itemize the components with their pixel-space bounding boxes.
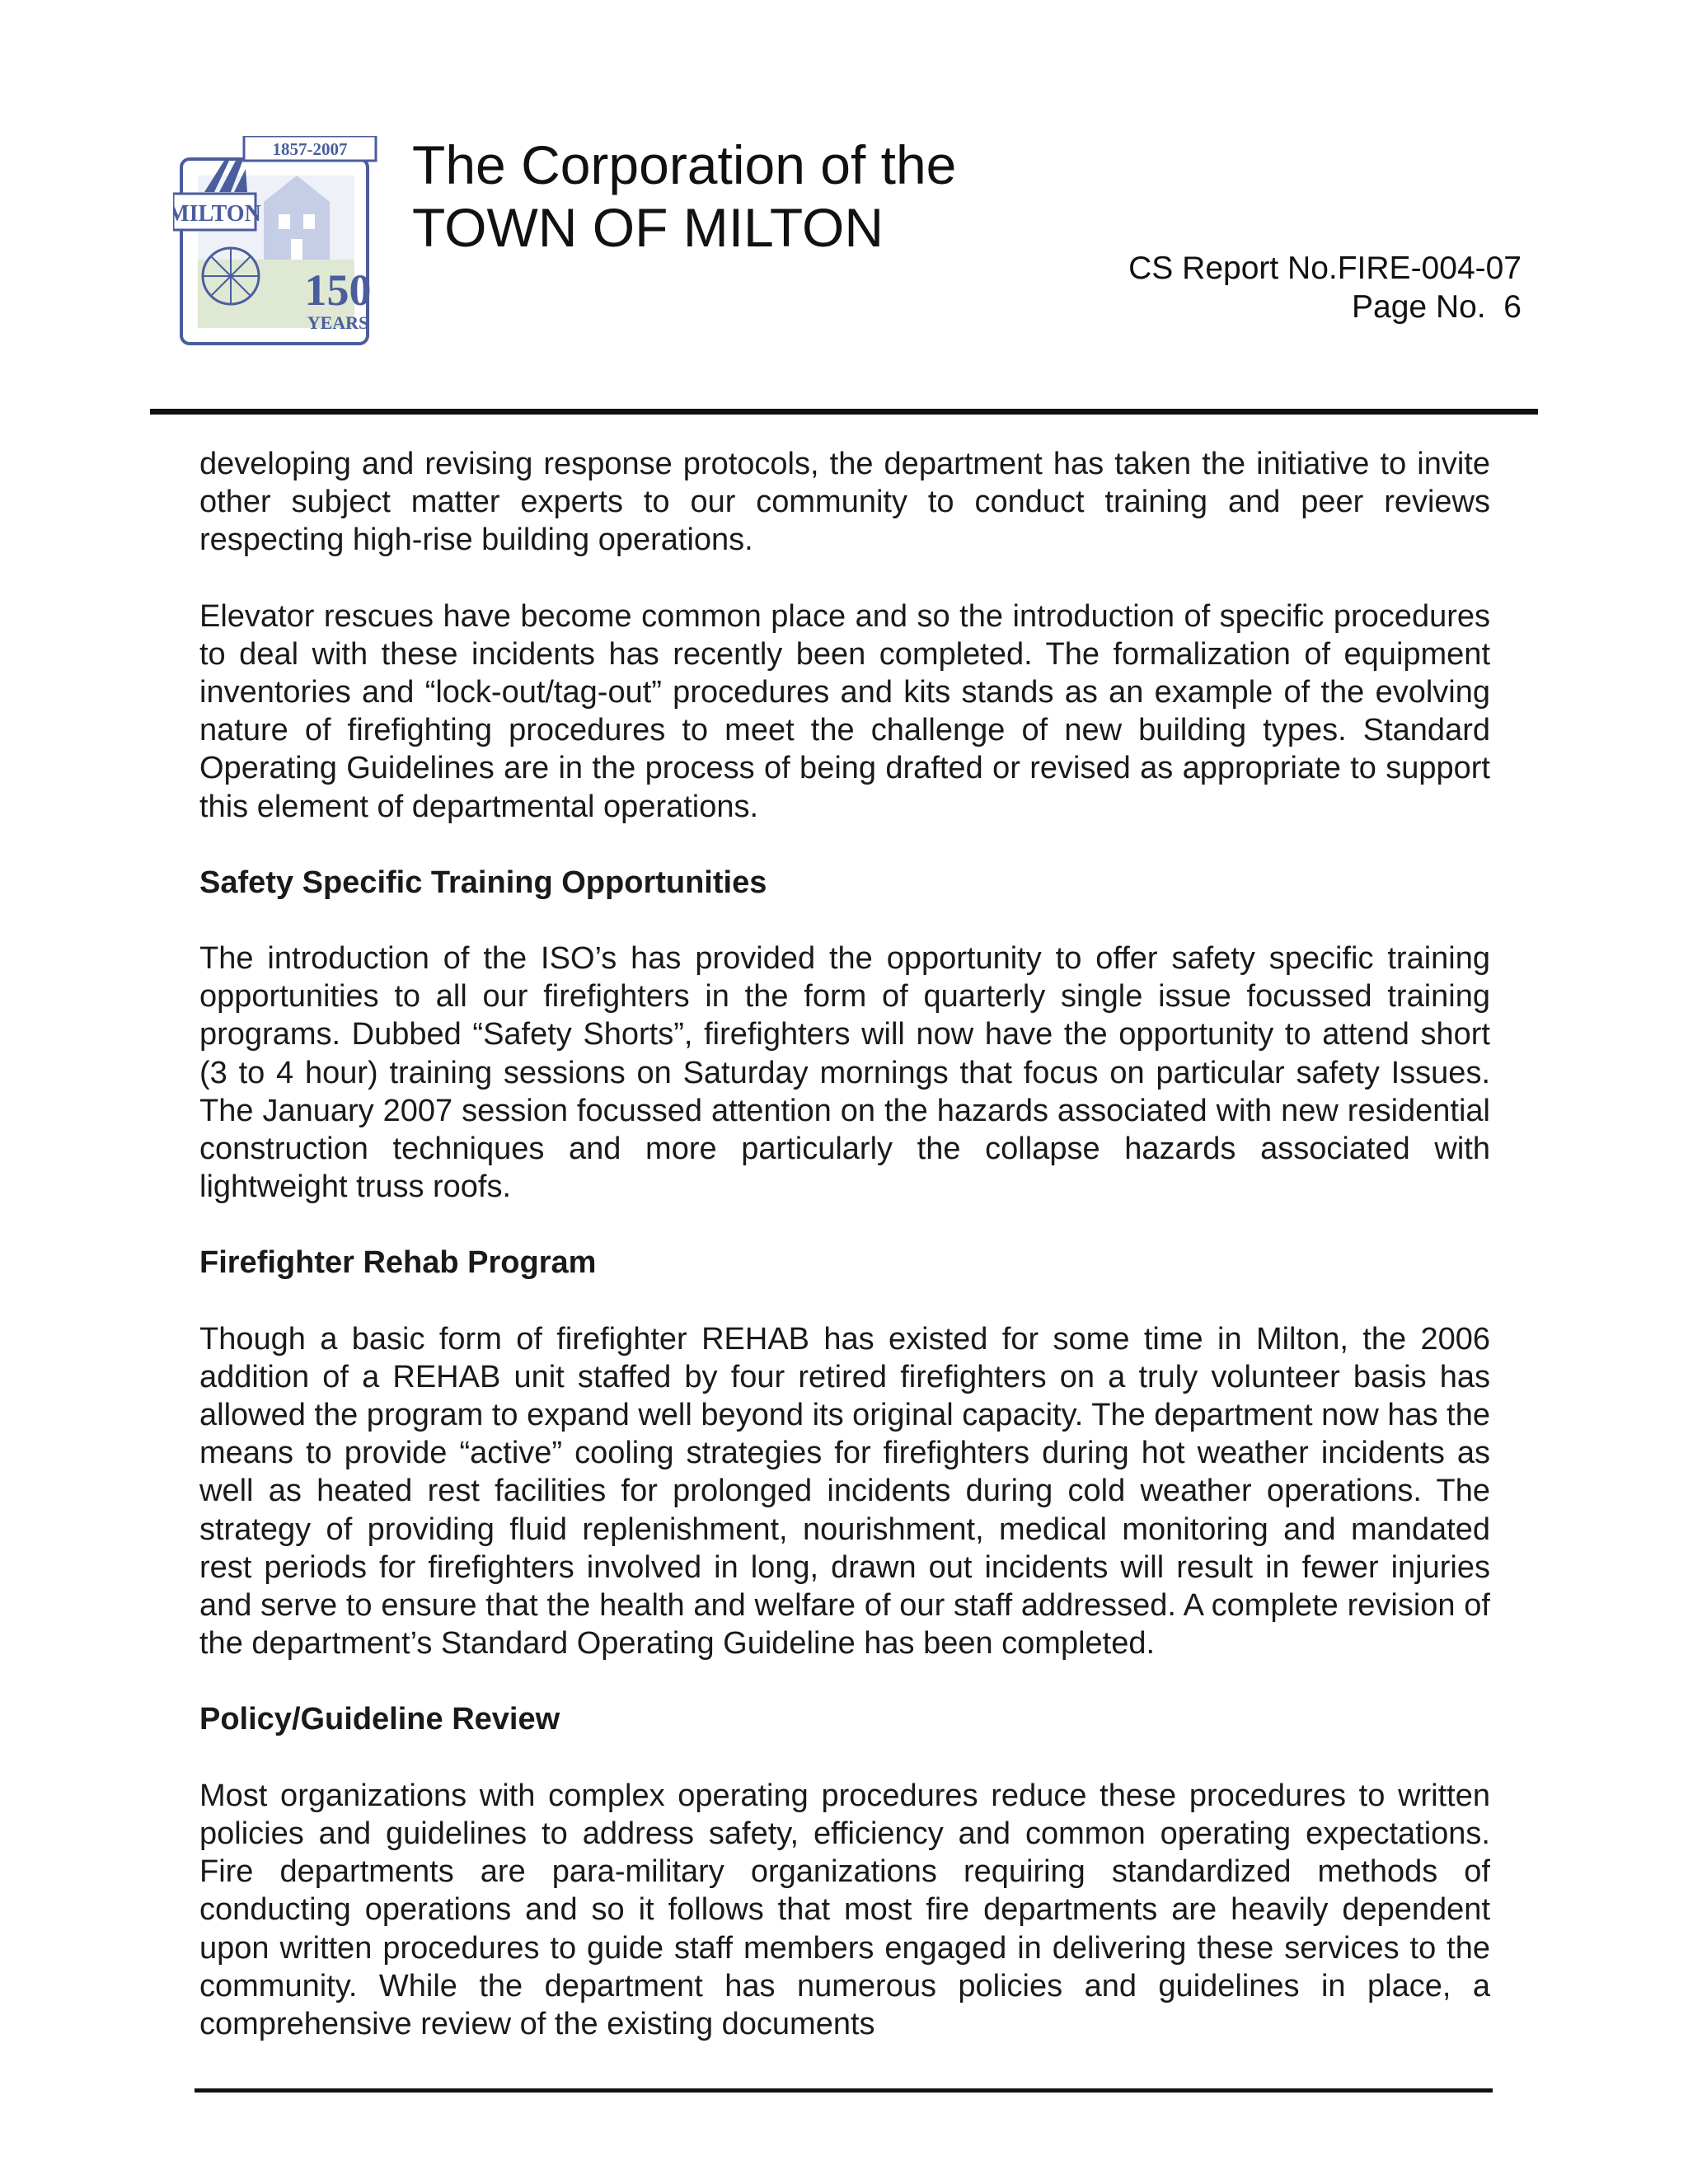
title-line-2: TOWN OF MILTON [412,197,884,258]
report-number: CS Report No.FIRE-004-07 [1128,251,1522,286]
title-line-1: The Corporation of the [412,134,957,195]
page-number: Page No. 6 [1352,289,1522,325]
paragraph-rehab: Though a basic form of firefighter REHAB has existed for some time in Milton, the 2006 addition of a REHAB unit staffed by four retired firefighters on a truly volunteer basis has allowed the program to expand well beyond its original capacity. The department now has the means to provide “active” cooling strategies for firefighters during hot weather incidents as well as heated rest facilities for prolonged incidents during cold weather operations. The strategy of providing fluid replenishment, nourishment, medical monitoring and mandated rest periods for firefighters involved in long, drawn out incidents will result in fewer injuries and serve to ensure that the health and welfare of our staff addressed. A complete revision of the department’s Standard Operating Guideline has been completed. [199,1321,1490,1661]
milton-150-years-logo-icon [173,136,379,350]
logo-years-range: 1857-2007 [272,139,348,159]
paragraph-safety-shorts: The introduction of the ISO’s has provided the opportunity to offer safety specific training opportunities to all our firefighters in the form of quarterly single issue focussed training programs. Dubbed “Safety Shorts”, firefighters will now have the opportunity to attend short (3 to 4 hour) training sessions on Saturday mornings that focus on particular safety Issues. The January 2007 session focussed attention on the hazards associated with new residential construction techniques and more particularly the collapse hazards associated with lightweight truss roofs. [199,941,1490,1205]
report-meta [1128,249,1522,326]
paragraph-policy-review: Most organizations with complex operating procedures reduce these procedures to written policies and guidelines to address safety, efficiency and common operating expectations. Fire departments are para-military organizations requiring standardized methods of conducting operations and so it follows that most fire departments are heavily dependent upon written procedures to guide staff members engaged in delivering these services to the community. While the department has numerous policies and guidelines in place, a comprehensive review of the existing documents [199,1778,1490,2041]
logo-anniversary-number: 150 [304,265,372,315]
footer-divider [195,2088,1493,2093]
header-divider [150,409,1538,415]
report-body [199,445,1490,2081]
heading-safety-training: Safety Specific Training Opportunities [199,865,767,900]
milton-logo [173,136,379,350]
logo-town-name: MILTON [173,201,261,227]
heading-rehab-program: Firefighter Rehab Program [199,1245,597,1281]
heading-policy-review: Policy/Guideline Review [199,1702,560,1737]
paragraph-response-protocols: developing and revising response protocols, the department has taken the initiative to invite other subject matter experts to our community to conduct training and peer reviews respecting high-rise building operations. [199,447,1490,558]
paragraph-elevator-rescues: Elevator rescues have become common place and so the introduction of specific procedures to deal with these incidents has recently been completed. The formalization of equipment inventories and “lock-out/tag-out” procedures and kits stands as an example of the evolving nature of firefighting procedures to meet the challenge of new building types. Standard Operating Guidelines are in the process of being drafted or revised as appropriate to support this element of departmental operations. [199,598,1490,824]
logo-anniversary-word: YEARS [307,312,369,333]
corporation-title [412,134,956,259]
